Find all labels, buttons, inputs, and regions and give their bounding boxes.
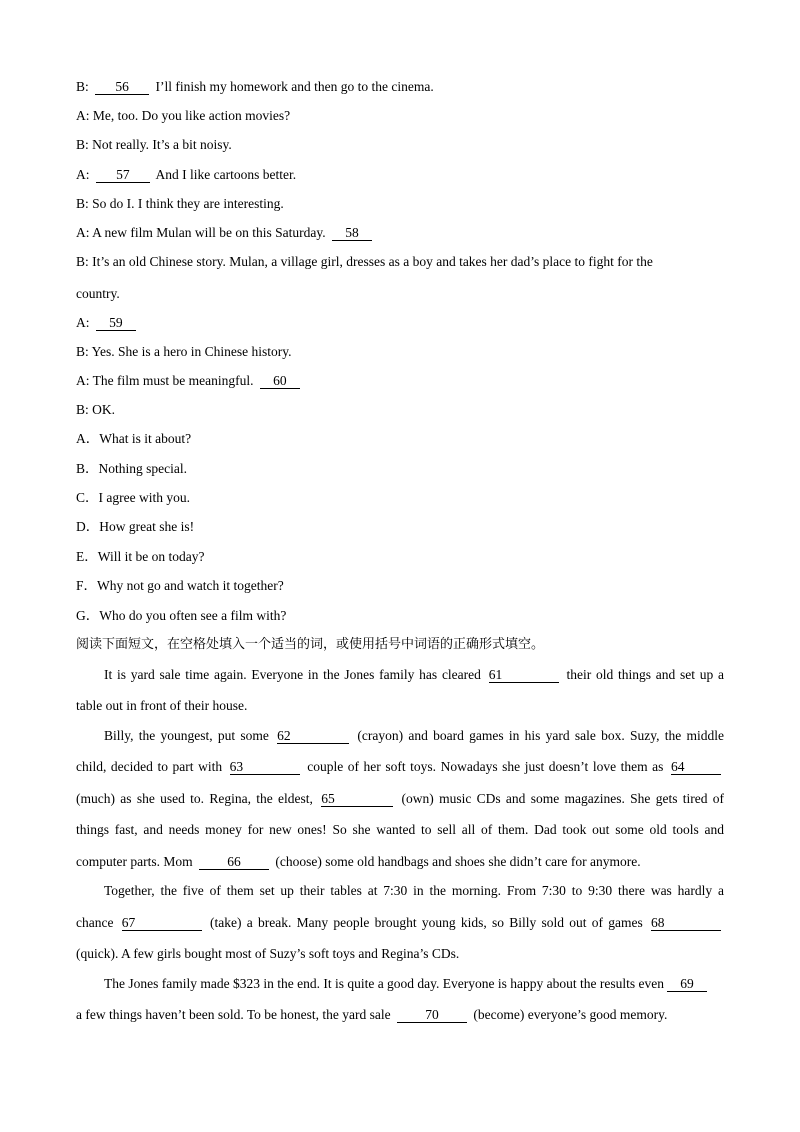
answer-blank-68[interactable]: 68 bbox=[651, 916, 721, 931]
passage-line: things fast, and needs money for new ones! So she wanted to sell all of them. Dad took out some old tools and bbox=[76, 822, 724, 837]
option-c: C．I agree with you. bbox=[76, 490, 190, 505]
option-b: B．Nothing special. bbox=[76, 461, 187, 476]
dialogue-line-9: B: Yes. She is a hero in Chinese history. bbox=[76, 344, 292, 359]
passage-line: a few things haven’t been sold. To be honest, the yard sale 70 (become) everyone’s good memory. bbox=[76, 1007, 668, 1022]
answer-blank-64[interactable]: 64 bbox=[671, 760, 721, 775]
option-a: A．What is it about? bbox=[76, 431, 192, 446]
answer-blank-63[interactable]: 63 bbox=[230, 760, 300, 775]
answer-blank-60[interactable]: 60 bbox=[260, 374, 300, 389]
answer-blank-66[interactable]: 66 bbox=[199, 855, 269, 870]
answer-blank-61[interactable]: 61 bbox=[489, 668, 559, 683]
dialogue-line-6: A: A new film Mulan will be on this Saturday. 58 bbox=[76, 224, 375, 242]
passage-line: computer parts. Mom 66 (choose) some old handbags and shoes she didn’t care for anymore. bbox=[76, 854, 641, 869]
dialogue-line-4: A: 57 And I like cartoons better. bbox=[76, 167, 297, 182]
dialogue-line-5: B: So do I. I think they are interesting. bbox=[76, 196, 284, 211]
option-d: D．How great she is! bbox=[76, 519, 195, 534]
instruction-text: 阅读下面短文，在空格处填入一个适当的词，或使用括号中词语的正确形式填空。 bbox=[76, 637, 545, 652]
answer-blank-69[interactable]: 69 bbox=[667, 977, 707, 992]
answer-blank-56[interactable]: 56 bbox=[95, 80, 149, 95]
passage-line: table out in front of their house. bbox=[76, 698, 248, 713]
option-f: F．Why not go and watch it together? bbox=[76, 578, 284, 593]
passage-line: chance 67 (take) a break. Many people brought young kids, so Billy sold out of games 68 bbox=[76, 914, 724, 932]
answer-blank-65[interactable]: 65 bbox=[321, 792, 393, 807]
passage-line: Together, the five of them set up their tables at 7:30 in the morning. From 7:30 to 9:30 there was hardly a bbox=[104, 883, 724, 898]
dialogue-line-10: A: The film must be meaningful. 60 bbox=[76, 372, 303, 390]
passage-line: child, decided to part with 63 couple of her soft toys. Nowadays she just doesn’t love them as 64 bbox=[76, 758, 724, 776]
dialogue-line-2: A: Me, too. Do you like action movies? bbox=[76, 108, 291, 123]
answer-blank-58[interactable]: 58 bbox=[332, 226, 372, 241]
dialogue-line-7-cont: country. bbox=[76, 286, 120, 301]
dialogue-line-3: B: Not really. It’s a bit noisy. bbox=[76, 137, 232, 152]
dialogue-line-7: B: It’s an old Chinese story. Mulan, a village girl, dresses as a boy and takes her dad’s place to fight for the bbox=[76, 254, 653, 269]
passage-line: (much) as she used to. Regina, the eldest, 65 (own) music CDs and some magazines. She gets tired of bbox=[76, 791, 725, 806]
answer-blank-62[interactable]: 62 bbox=[277, 729, 349, 744]
dialogue-line-11: B: OK. bbox=[76, 402, 116, 417]
passage-line: (quick). A few girls bought most of Suzy’s soft toys and Regina’s CDs. bbox=[76, 946, 460, 961]
passage-line: Billy, the youngest, put some 62 (crayon) and board games in his yard sale box. Suzy, the middle bbox=[104, 728, 725, 743]
answer-blank-67[interactable]: 67 bbox=[122, 916, 202, 931]
answer-blank-59[interactable]: 59 bbox=[96, 316, 136, 331]
option-g: G．Who do you often see a film with? bbox=[76, 608, 287, 623]
answer-blank-70[interactable]: 70 bbox=[397, 1008, 467, 1023]
answer-blank-57[interactable]: 57 bbox=[96, 168, 150, 183]
dialogue-line-8: A: 59 bbox=[76, 314, 139, 332]
passage-line: It is yard sale time again. Everyone in the Jones family has cleared 61 their old things and set up a bbox=[104, 667, 725, 682]
dialogue-line-1: B: 56 I’ll finish my homework and then go to the cinema. bbox=[76, 79, 434, 94]
passage-line: The Jones family made $323 in the end. It is quite a good day. Everyone is happy about the results even 69 bbox=[104, 975, 710, 993]
option-e: E．Will it be on today? bbox=[76, 549, 205, 564]
